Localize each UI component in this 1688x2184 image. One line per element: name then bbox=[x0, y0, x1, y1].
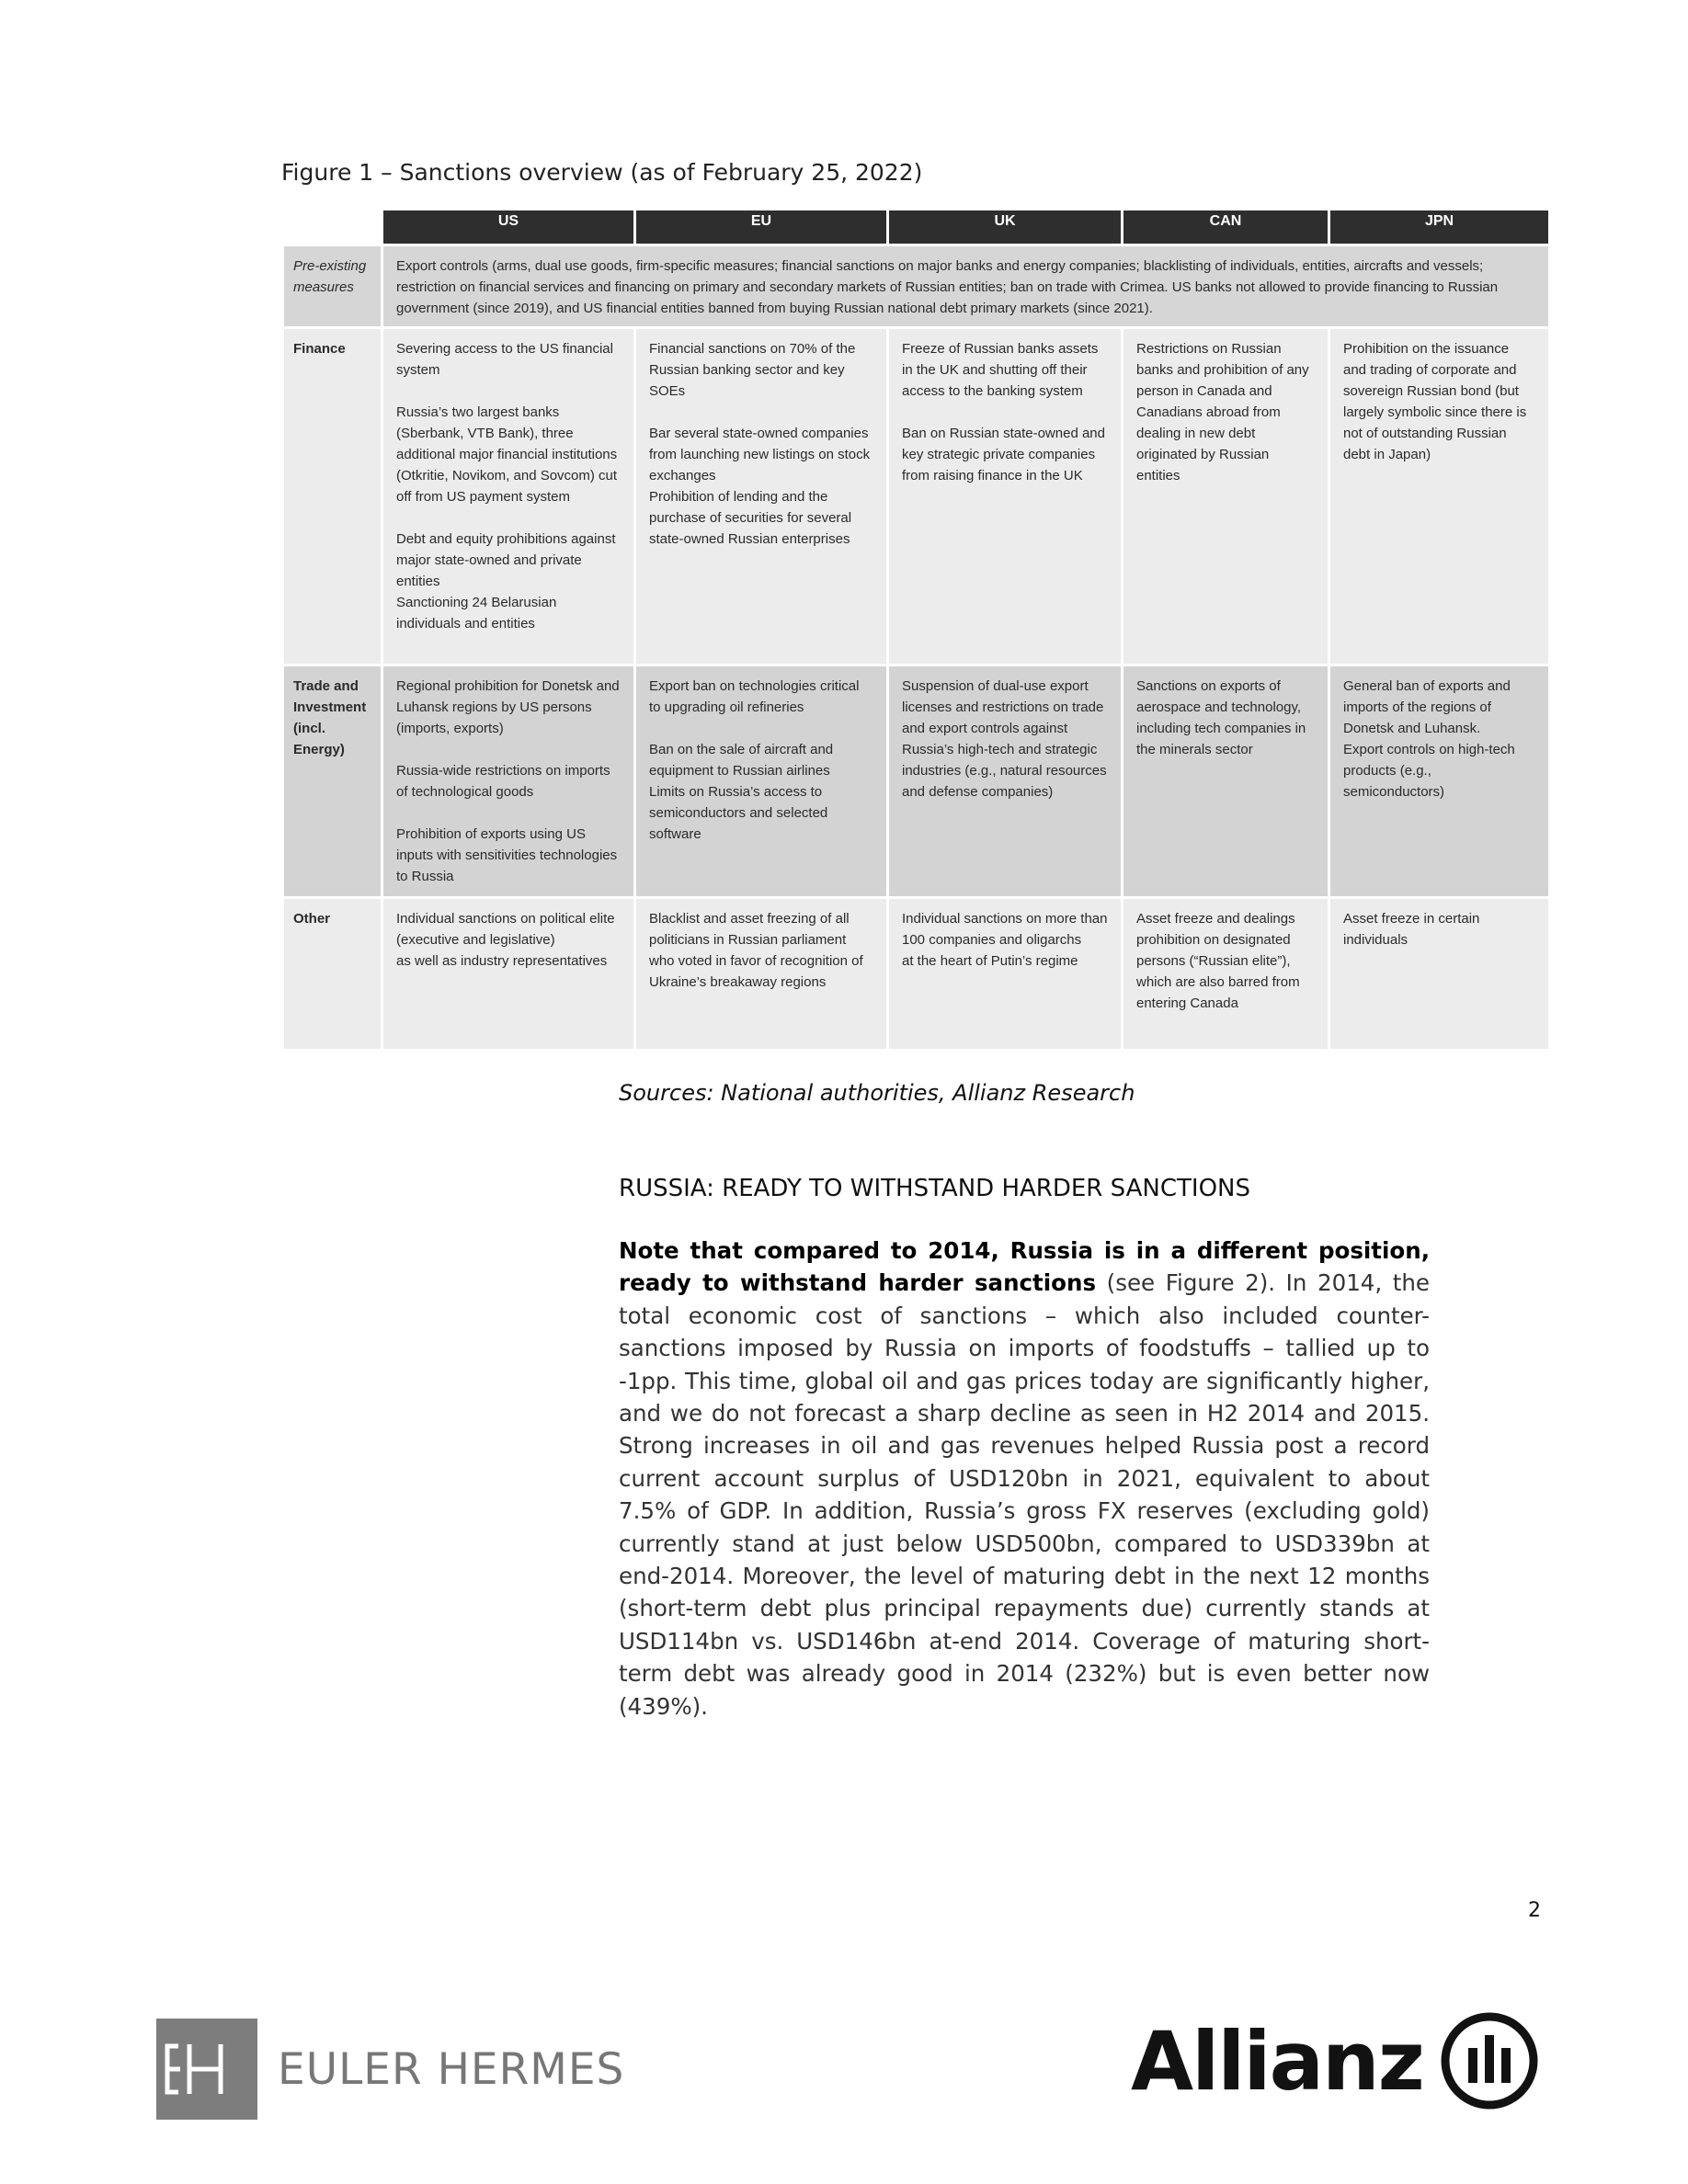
section-heading: RUSSIA: READY TO WITHSTAND HARDER SANCTIONS bbox=[619, 1175, 1250, 1202]
trade-us-cell bbox=[382, 665, 635, 898]
finance-can-cell bbox=[1123, 328, 1329, 665]
allianz-logo bbox=[1131, 2011, 1539, 2110]
euler-hermes-wordmark: EULER HERMES bbox=[278, 2043, 625, 2095]
figure-caption: Figure 1 – Sanctions overview (as of February 25, 2022) bbox=[281, 159, 923, 186]
cell-paragraph: Suspension of dual-use export licenses and restrictions on trade and export controls against Russia’s high-tech and strategic industries (e.g., natural resources and defense companies) bbox=[902, 678, 1107, 800]
cell-paragraph: General ban of exports and imports of the regions of Donetsk and Luhansk. bbox=[1343, 678, 1511, 736]
cell-paragraph: Export ban on technologies critical to upgrading oil refineries bbox=[649, 678, 860, 715]
cell-paragraph: Prohibition of exports using US inputs with sensitivities technologies to Russia bbox=[396, 826, 618, 884]
table-corner bbox=[283, 210, 382, 245]
column-header-uk: UK bbox=[888, 210, 1123, 245]
cell-paragraph: Sanctions on exports of aerospace and technology, including tech companies in the minerals sector bbox=[1136, 678, 1306, 757]
other-uk-cell bbox=[888, 898, 1123, 1051]
allianz-eagle-emblem-icon bbox=[1440, 2011, 1539, 2110]
cell-paragraph: Bar several state-owned companies from launching new listings on stock exchanges bbox=[649, 426, 871, 483]
row-label-pre-existing: Pre-existing measures bbox=[283, 245, 382, 328]
trade-can-cell bbox=[1123, 665, 1329, 898]
table-row-pre-existing bbox=[283, 245, 1550, 328]
other-eu-cell bbox=[635, 898, 888, 1051]
row-label-trade: Trade and Investment (incl. Energy) bbox=[283, 665, 382, 898]
cell-paragraph: Prohibition on the issuance and trading of corporate and sovereign Russian bond (but largely symbolic since there is not of outstanding Russian debt in Japan) bbox=[1343, 341, 1527, 462]
pre-existing-measures-cell: Export controls (arms, dual use goods, firm-specific measures; financial sanctions on major banks and energy companies; blacklisting of individuals, entities, aircrafts and vessels; restriction on financial services and financing on primary and secondary markets of Russian entities; ban on trade with Crimea. US banks not allowed to provide financing to Russian government (since 2019), and US financial entities banned from buying Russian national debt primary markets (since 2021). bbox=[382, 245, 1550, 328]
body-paragraph bbox=[619, 1234, 1430, 1723]
other-jpn-cell bbox=[1329, 898, 1550, 1051]
cell-paragraph: Restrictions on Russian banks and prohibition of any person in Canada and Canadians abroad from dealing in new debt originated by Russian entities bbox=[1136, 341, 1309, 483]
column-header-eu: EU bbox=[635, 210, 888, 245]
row-label-other: Other bbox=[283, 898, 382, 1051]
table-row-trade bbox=[283, 665, 1550, 898]
cell-spacer bbox=[902, 402, 1108, 423]
finance-eu-cell bbox=[635, 328, 888, 665]
cell-spacer bbox=[396, 802, 621, 824]
cell-paragraph: Export controls on high-tech products (e.g., semiconductors) bbox=[1343, 742, 1515, 800]
cell-paragraph: Prohibition of lending and the purchase of securities for several state-owned Russian enterprises bbox=[649, 489, 852, 547]
cell-paragraph: Limits on Russia’s access to semiconductors and selected software bbox=[649, 784, 828, 842]
cell-paragraph: Freeze of Russian banks assets in the UK and shutting off their access to the banking system bbox=[902, 341, 1099, 399]
body-lead-sentence: Note that compared to 2014, Russia is in a different position, ready to withstand harder sanctions bbox=[619, 1237, 1430, 1297]
sanctions-table bbox=[281, 208, 1551, 1052]
cell-paragraph: Russia-wide restrictions on imports of technological goods bbox=[396, 763, 610, 800]
finance-jpn-cell bbox=[1329, 328, 1550, 665]
trade-eu-cell bbox=[635, 665, 888, 898]
cell-paragraph: Financial sanctions on 70% of the Russian banking sector and key SOEs bbox=[649, 341, 856, 399]
finance-uk-cell bbox=[888, 328, 1123, 665]
cell-spacer bbox=[396, 381, 621, 402]
allianz-wordmark: Allianz bbox=[1131, 2013, 1423, 2109]
table-header-row bbox=[283, 210, 1550, 245]
cell-spacer bbox=[396, 507, 621, 529]
page-number: 2 bbox=[1528, 1899, 1541, 1922]
cell-paragraph: Regional prohibition for Donetsk and Luhansk regions by US persons (imports, exports) bbox=[396, 678, 620, 736]
other-can-cell bbox=[1123, 898, 1329, 1051]
cell-paragraph: Individual sanctions on political elite (executive and legislative) bbox=[396, 911, 615, 948]
column-header-can: CAN bbox=[1123, 210, 1329, 245]
cell-paragraph: Ban on Russian state-owned and key strategic private companies from raising finance in the UK bbox=[902, 426, 1105, 483]
cell-paragraph: Sanctioning 24 Belarusian individuals and entities bbox=[396, 595, 557, 631]
cell-spacer bbox=[396, 739, 621, 760]
body-text: (see Figure 2). In 2014, the total economic cost of sanctions – which also included counter-sanctions imposed by Russia on imports of foodstuffs – tallied up to -1pp. This time, global oil and gas prices today are significantly higher, and we do not forecast a sharp decline as seen in H2 2014 and 2015. Strong increases in oil and gas revenues helped Russia post a record current account surplus of USD120bn in 2021, equivalent to about 7.5% of GDP. In addition, Russia’s gross FX reserves (excluding gold) currently stand at just below USD500bn, compared to USD339bn at end-2014. Moreover, the level of maturing debt in the next 12 months (short-term debt plus principal repayments due) currently stands at USD114bn vs. USD146bn at-end 2014. Coverage of maturing short-term debt was already good in 2014 (232%) but is even better now (439%). bbox=[619, 1269, 1430, 1720]
eh-monogram-icon bbox=[156, 2019, 257, 2120]
table-row-other bbox=[283, 898, 1550, 1051]
column-header-us: US bbox=[382, 210, 635, 245]
table-row-finance bbox=[283, 328, 1550, 665]
cell-paragraph: Ban on the sale of aircraft and equipment to Russian airlines bbox=[649, 742, 834, 779]
cell-spacer bbox=[649, 402, 873, 423]
row-label-finance: Finance bbox=[283, 328, 382, 665]
other-us-cell bbox=[382, 898, 635, 1051]
cell-paragraph: at the heart of Putin’s regime bbox=[902, 953, 1078, 969]
cell-paragraph: Severing access to the US financial system bbox=[396, 341, 613, 378]
cell-paragraph: Blacklist and asset freezing of all politicians in Russian parliament who voted in favor of recognition of Ukraine’s breakaway regions bbox=[649, 911, 863, 990]
euler-hermes-logo bbox=[156, 2019, 624, 2120]
trade-jpn-cell bbox=[1329, 665, 1550, 898]
cell-paragraph: Individual sanctions on more than 100 companies and oligarchs bbox=[902, 911, 1108, 948]
sources-note: Sources: National authorities, Allianz Research bbox=[619, 1080, 1135, 1106]
trade-uk-cell bbox=[888, 665, 1123, 898]
cell-paragraph: Debt and equity prohibitions against major state-owned and private entities bbox=[396, 531, 616, 589]
cell-paragraph: Asset freeze in certain individuals bbox=[1343, 911, 1480, 948]
cell-paragraph: as well as industry representatives bbox=[396, 953, 608, 969]
cell-spacer bbox=[649, 718, 873, 739]
cell-paragraph: Asset freeze and dealings prohibition on designated persons (“Russian elite”), which are also barred from entering Canada bbox=[1136, 911, 1300, 1011]
finance-us-cell bbox=[382, 328, 635, 665]
cell-paragraph: Russia’s two largest banks (Sberbank, VTB Bank), three additional major financial institutions (Otkritie, Novikom, and Sovcom) cut off from US payment system bbox=[396, 404, 618, 505]
column-header-jpn: JPN bbox=[1329, 210, 1550, 245]
